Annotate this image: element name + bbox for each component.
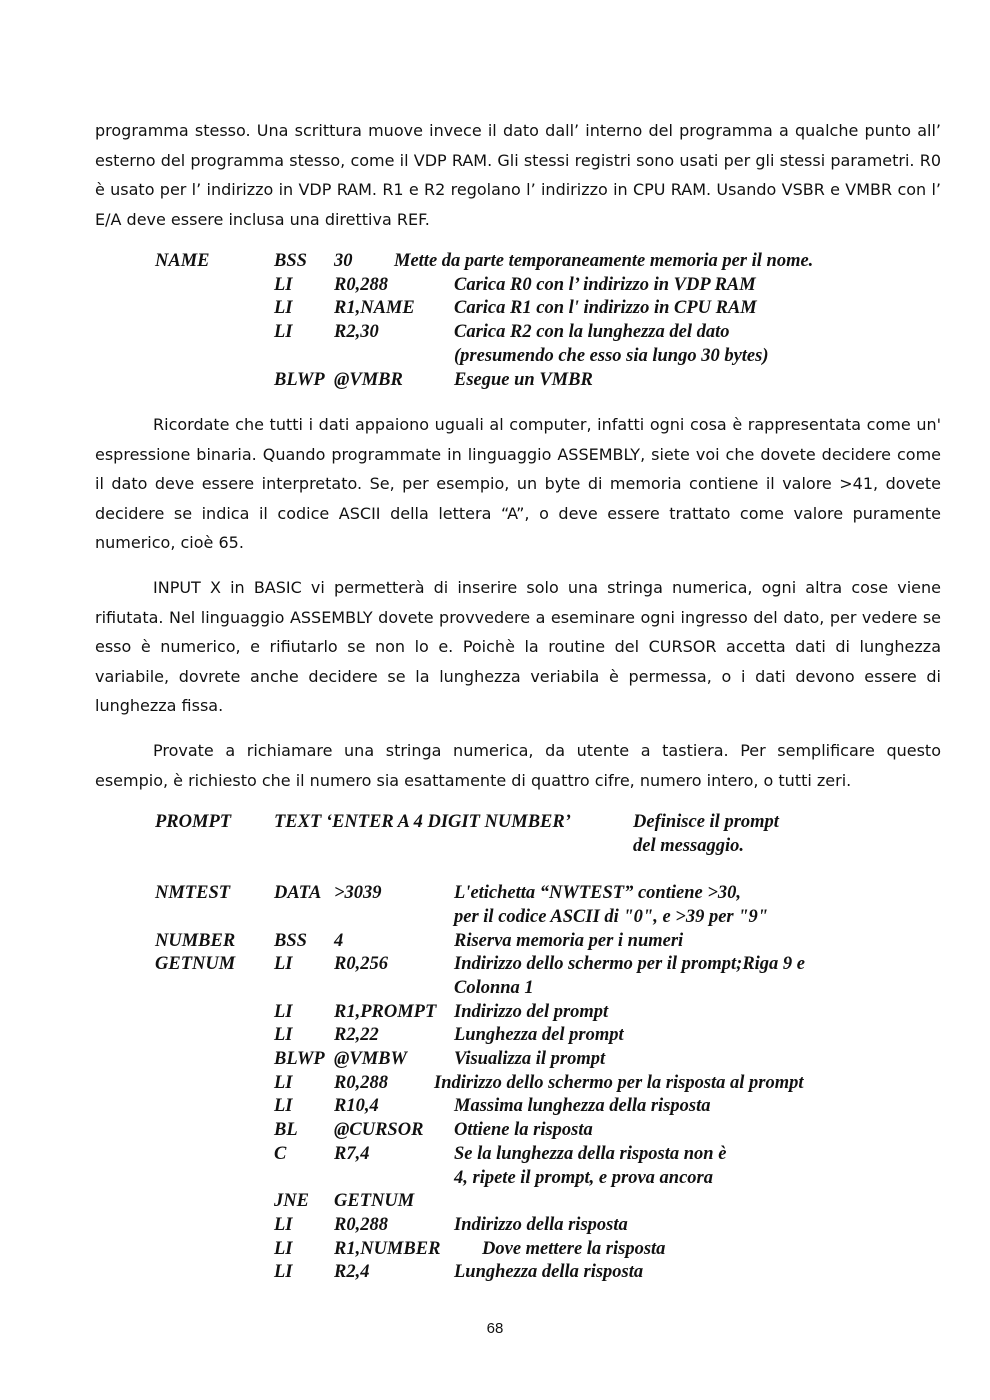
- code-line: [0, 1261, 990, 1285]
- code-arg: GETNUM: [334, 1191, 415, 1212]
- code-label: NUMBER: [155, 930, 236, 951]
- code-arg: R1,PROMPT: [334, 1001, 437, 1022]
- code-line: [0, 250, 990, 274]
- code-op: BL: [274, 1120, 298, 1141]
- code-arg: >3039: [334, 883, 382, 904]
- code-line: [0, 906, 990, 930]
- code-op: LI: [274, 1214, 293, 1235]
- code-op: JNE: [274, 1191, 309, 1212]
- code-arg: @VMBR: [334, 369, 403, 390]
- code-line: [0, 858, 990, 882]
- code-label: NMTEST: [155, 883, 231, 904]
- code-op: LI: [274, 1262, 293, 1283]
- code-line: [0, 953, 990, 977]
- code-line: [0, 321, 990, 345]
- code-comment: Mette da parte temporaneamente memoria per il nome.: [394, 251, 814, 271]
- code-arg: R1,NAME: [334, 298, 415, 319]
- code-arg: R2,22: [334, 1025, 379, 1046]
- code-comment: Carica R0 con l’ indirizzo in VDP RAM: [454, 274, 756, 295]
- code-comment: Indirizzo dello schermo per il prompt;Riga 9 e: [454, 954, 806, 975]
- code-op: LI: [274, 1025, 293, 1046]
- code-line: [0, 1190, 990, 1214]
- page-number: 68: [486, 1320, 504, 1337]
- paragraph-1: programma stesso. Una scrittura muove invece il dato dall’ interno del programma a qualche punto all’ esterno del programma stesso, come il VDP RAM. Gli stessi registri sono usati per gli stessi parametri. R0 è usato per l’ indirizzo in VDP RAM. R1 e R2 regolano l’ indirizzo in CPU RAM. Usando VSBR e VMBR con l’ E/A deve essere inclusa una direttiva REF.: [95, 121, 941, 229]
- code-arg: R0,288: [334, 1072, 388, 1093]
- code-arg: R0,256: [334, 954, 388, 975]
- code-arg: @CURSOR: [334, 1120, 424, 1141]
- code-line: [0, 811, 990, 835]
- code-op: LI: [274, 954, 293, 975]
- code-comment: del messaggio.: [633, 835, 744, 856]
- code-op: LI: [274, 1072, 293, 1093]
- code-op: BLWP: [274, 1049, 325, 1069]
- code-comment: Carica R1 con l' indirizzo in CPU RAM: [454, 298, 757, 319]
- code-arg: R7,4: [334, 1143, 370, 1164]
- code-line: [0, 1048, 990, 1072]
- code-op: DATA: [274, 883, 322, 904]
- code-comment: Indirizzo del prompt: [454, 1001, 609, 1022]
- code-line: [0, 1167, 990, 1191]
- code-comment: Dove mettere la risposta: [482, 1238, 666, 1259]
- code-line: [0, 1119, 990, 1143]
- code-comment: per il codice ASCII di "0", e >39 per "9": [454, 906, 769, 927]
- code-op: LI: [274, 1096, 293, 1117]
- code-comment: Massima lunghezza della risposta: [454, 1096, 711, 1117]
- code-line: [0, 977, 990, 1001]
- code-arg: R0,288: [334, 1214, 388, 1235]
- code-comment: Carica R2 con la lunghezza del dato: [454, 322, 730, 343]
- paragraph-3: INPUT X in BASIC vi permetterà di inserire solo una stringa numerica, ogni altra cose viene rifiutata. Nel linguaggio ASSEMBLY dovete provvedere a eseminare ogni ingresso del dato, per vedere se esso è numerico, e rifiutarlo se non lo e. Poichè la routine del CURSOR accetta dati di lunghezza variabile, dovrete anche decidere se la lunghezza veriabila è permessa, o i dati devono essere di lunghezza fissa.: [95, 578, 941, 715]
- code-block-getnum: [0, 811, 990, 1291]
- code-arg: R2,4: [334, 1262, 370, 1283]
- code-line: [0, 1214, 990, 1238]
- code-op: LI: [274, 1238, 293, 1259]
- code-line: [0, 1238, 990, 1262]
- code-line: [0, 1095, 990, 1119]
- code-arg: R1,NUMBER: [334, 1238, 441, 1259]
- code-comment: Riserva memoria per i numeri: [454, 930, 684, 951]
- code-comment: Esegue un VMBR: [454, 369, 593, 390]
- paragraph-4: Provate a richiamare una stringa numerica, da utente a tastiera. Per semplificare questo esempio, è richiesto che il numero sia esattamente di quattro cifre, numero intero, o tutti zeri.: [95, 741, 941, 790]
- code-block-vmbr: [0, 250, 990, 398]
- code-op: BSS: [274, 251, 307, 271]
- code-label: GETNUM: [155, 954, 236, 975]
- code-arg: 30: [334, 251, 353, 271]
- code-label: NAME: [155, 251, 210, 271]
- code-line: [0, 345, 990, 369]
- code-line: [0, 835, 990, 859]
- code-line: [0, 369, 990, 393]
- code-arg: R2,30: [334, 322, 379, 343]
- code-arg: 4: [334, 930, 344, 951]
- code-comment: Definisce il prompt: [633, 812, 779, 832]
- code-comment: Indirizzo dello schermo per la risposta al prompt: [434, 1072, 804, 1093]
- code-op: LI: [274, 322, 293, 343]
- code-comment: Lunghezza del prompt: [454, 1025, 624, 1046]
- code-comment: Visualizza il prompt: [454, 1049, 606, 1069]
- paragraph-2: Ricordate che tutti i dati appaiono uguali al computer, infatti ogni cosa è rappresentata come un' espressione binaria. Quando programmate in linguaggio ASSEMBLY, siete voi che dovete decidere come il dato deve essere interpretato. Se, per esempio, un byte di memoria contiene il valore >41, dovete decidere se indica il codice ASCII della lettera “A”, o deve essere trattato come valore puramente numerico, cioè 65.: [95, 415, 941, 552]
- code-comment: Lunghezza della risposta: [454, 1262, 644, 1283]
- code-arg: R0,288: [334, 274, 388, 295]
- code-comment: Colonna 1: [454, 977, 534, 998]
- code-arg: @VMBW: [334, 1049, 407, 1069]
- code-line: [0, 1024, 990, 1048]
- code-op: LI: [274, 298, 293, 319]
- code-line: [0, 930, 990, 954]
- code-line: [0, 274, 990, 298]
- code-comment: Indirizzo della risposta: [454, 1214, 628, 1235]
- code-op: LI: [274, 274, 293, 295]
- code-op: BSS: [274, 930, 307, 951]
- code-op: C: [274, 1143, 287, 1164]
- code-comment: 4, ripete il prompt, e prova ancora: [454, 1167, 713, 1188]
- code-comment: L'etichetta “NWTEST” contiene >30,: [454, 883, 741, 904]
- code-arg: R10,4: [334, 1096, 379, 1117]
- code-op: LI: [274, 1001, 293, 1022]
- code-comment: Se la lunghezza della risposta non è: [454, 1143, 727, 1164]
- code-line: [0, 1143, 990, 1167]
- code-line: [0, 882, 990, 906]
- code-comment: (presumendo che esso sia lungo 30 bytes): [454, 345, 769, 366]
- code-line: [0, 1072, 990, 1096]
- code-label: PROMPT: [155, 812, 232, 832]
- code-line: [0, 1001, 990, 1025]
- code-line: [0, 297, 990, 321]
- code-comment: Ottiene la risposta: [454, 1120, 593, 1141]
- code-op: BLWP: [274, 369, 325, 390]
- code-op: TEXT ‘ENTER A 4 DIGIT NUMBER’: [274, 812, 571, 832]
